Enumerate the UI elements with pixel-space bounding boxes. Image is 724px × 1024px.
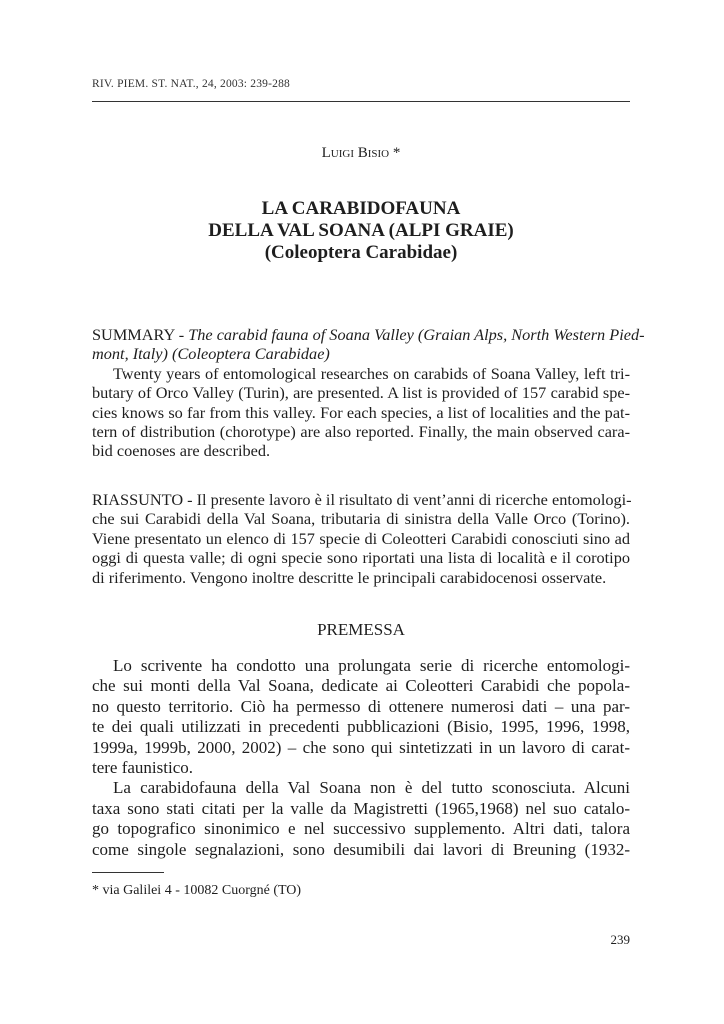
body-line: che sui monti della Val Soana, dedicate ai Coleotteri Carabidi che popola- [92, 676, 630, 696]
footnote: * via Galilei 4 - 10082 Cuorgné (TO) [92, 883, 302, 898]
summary-label: SUMMARY - [92, 325, 189, 344]
body-line: 1999a, 1999b, 2000, 2002) – che sono qui sintetizzati in un lavoro di carat- [92, 737, 630, 757]
riassunto-line: RIASSUNTO - Il presente lavoro è il risultato di vent’anni di ricerche entomologi- [92, 490, 632, 509]
summary-italic-title: The carabid fauna of Soana Valley (Graian Alps, North Western Pied- [188, 325, 645, 344]
page-number: 239 [610, 932, 630, 947]
footnote-rule [92, 872, 164, 873]
title-line-2: DELLA VAL SOANA (ALPI GRAIE) [208, 220, 514, 241]
body-line: taxa sono stati citati per la valle da Magistretti (1965,1968) nel suo catalo- [92, 798, 630, 818]
body-line: te dei quali utilizzati in precedenti pubblicazioni (Bisio, 1995, 1996, 1998, [92, 717, 630, 737]
header-rule [92, 101, 630, 102]
riassunto-line: oggi di questa valle; di ogni specie sono riportati una lista di località e il corotipo [92, 548, 630, 568]
section-heading: PREMESSA [317, 620, 405, 639]
premessa-body [92, 656, 630, 860]
summary-line [92, 325, 645, 344]
riassunto-section [92, 490, 630, 587]
body-line: no questo territorio. Ciò ha permesso di ottenere numerosi dati – una par- [92, 696, 630, 716]
running-head: RIV. PIEM. ST. NAT., 24, 2003: 239-288 [92, 78, 290, 90]
body-line: come singole segnalazioni, sono desumibili dai lavori di Breuning (1932- [92, 839, 630, 859]
author-name: Luigi Bisio * [321, 145, 401, 161]
summary-line: Twenty years of entomological researches on carabids of Soana Valley, left tri- [113, 363, 630, 383]
title-line-3: (Coleoptera Carabidae) [264, 242, 458, 263]
summary-line: cies knows so far from this valley. For each species, a list of localities and the pat- [92, 402, 630, 422]
riassunto-line: di riferimento. Vengono inoltre descritte le principali carabidocenosi osservate. [92, 567, 607, 587]
summary-line: butary of Orco Valley (Turin), are presented. A list is provided of 157 carabid spe- [92, 383, 630, 403]
summary-italic-title: mont, Italy) (Coleoptera Carabidae) [92, 344, 330, 364]
summary-section [92, 325, 645, 461]
body-line: Lo scrivente ha condotto una prolungata serie di ricerche entomologi- [113, 656, 630, 675]
body-line: tere faunistico. [92, 758, 194, 778]
body-line: La carabidofauna della Val Soana non è del tutto sconosciuta. Alcuni [113, 778, 630, 798]
body-line: go topografico sinonimico e nel successivo supplemento. Altri dati, talora [92, 819, 630, 839]
summary-line: tern of distribution (chorotype) are also reported. Finally, the main observed cara- [92, 422, 630, 442]
summary-line [92, 344, 630, 363]
summary-line: bid coenoses are described. [92, 441, 271, 461]
article-title [92, 198, 630, 264]
riassunto-line: che sui Carabidi della Val Soana, tributaria di sinistra della Valle Orco (Torino). [92, 509, 630, 529]
title-line-1: LA CARABIDOFAUNA [261, 198, 461, 219]
riassunto-line: Viene presentato un elenco di 157 specie di Coleotteri Carabidi conosciuti sino ad [92, 528, 630, 548]
